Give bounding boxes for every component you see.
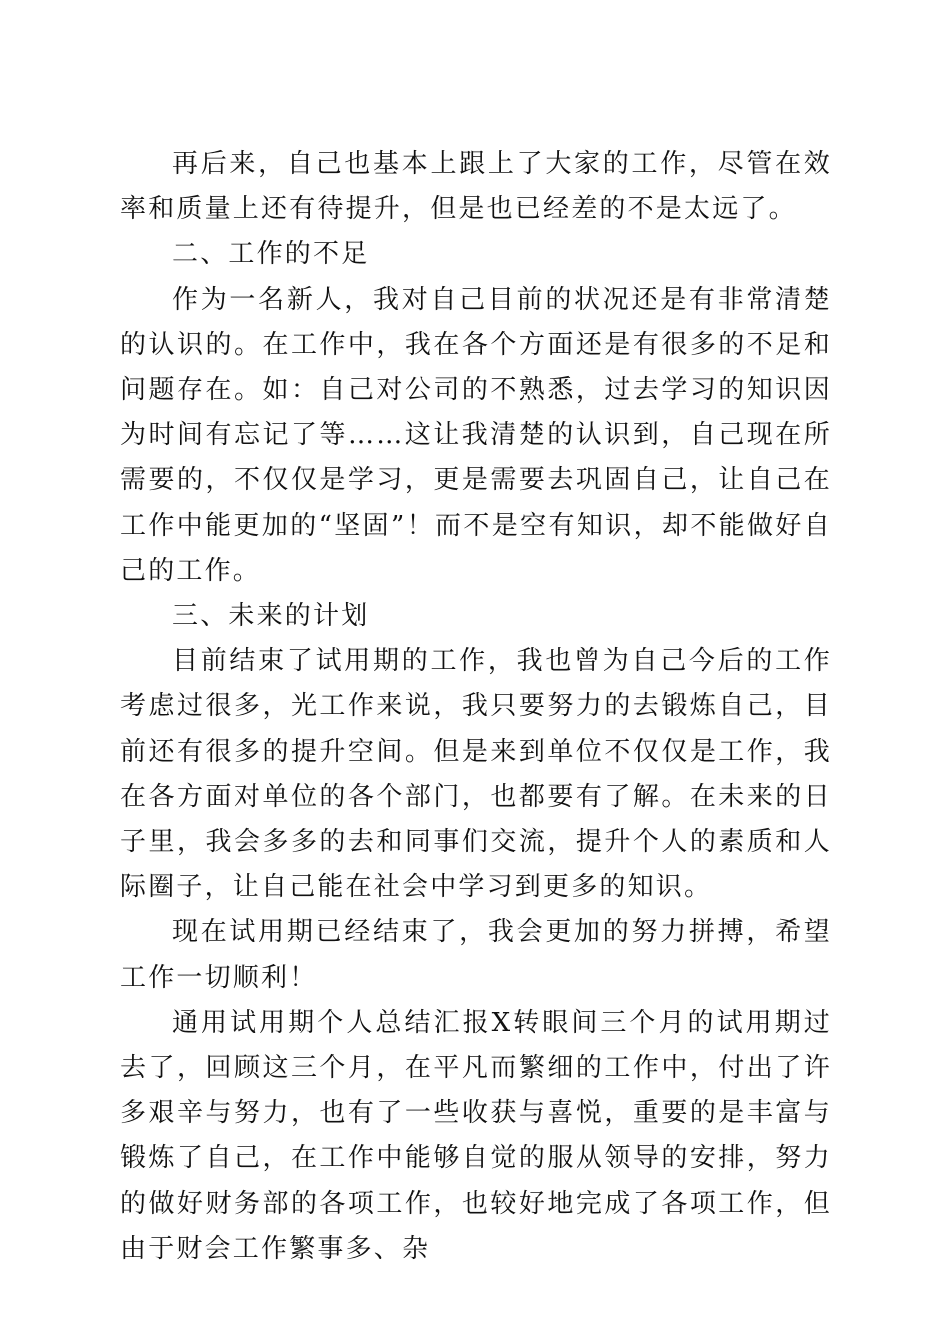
document-page (120, 142, 832, 1272)
heading-shortcomings: 二、工作的不足 (172, 239, 370, 270)
heading-future-plan: 三、未来的计划 (172, 601, 370, 632)
paragraph-progress: 再后来，自己也基本上跟上了大家的工作，尽管在效率和质量上还有待提升，但是也已经差的不是太远了。 (120, 149, 832, 225)
paragraph-summary-report: 通用试用期个人总结汇报X转眼间三个月的试用期过去了，回顾这三个月，在平凡而繁细的工作中，付出了许多艰辛与努力，也有了一些收获与喜悦，重要的是丰富与锻炼了自己，在工作中能够自觉的服从领导的安排，努力的做好财务部的各项工作，也较好地完成了各项工作，但由于财会工作繁事多、杂 (120, 1007, 832, 1264)
paragraph-shortcomings: 作为一名新人，我对自己目前的状况还是有非常清楚的认识的。在工作中，我在各个方面还是有很多的不足和问题存在。如：自己对公司的不熟悉，过去学习的知识因为时间有忘记了等……这让我清楚的认识到，自己现在所需要的，不仅仅是学习，更是需要去巩固自己，让自己在工作中能更加的“坚固”！而不是空有知识，却不能做好自己的工作。 (120, 284, 832, 586)
paragraph-future-plan: 目前结束了试用期的工作，我也曾为自己今后的工作考虑过很多，光工作来说，我只要努力的去锻炼自己，目前还有很多的提升空间。但是来到单位不仅仅是工作，我在各方面对单位的各个部门，也都要有了解。在未来的日子里，我会多多的去和同事们交流，提升个人的素质和人际圈子，让自己能在社会中学习到更多的知识。 (120, 646, 832, 903)
paragraph-conclusion: 现在试用期已经结束了，我会更加的努力拼搏，希望工作一切顺利！ (120, 917, 832, 993)
